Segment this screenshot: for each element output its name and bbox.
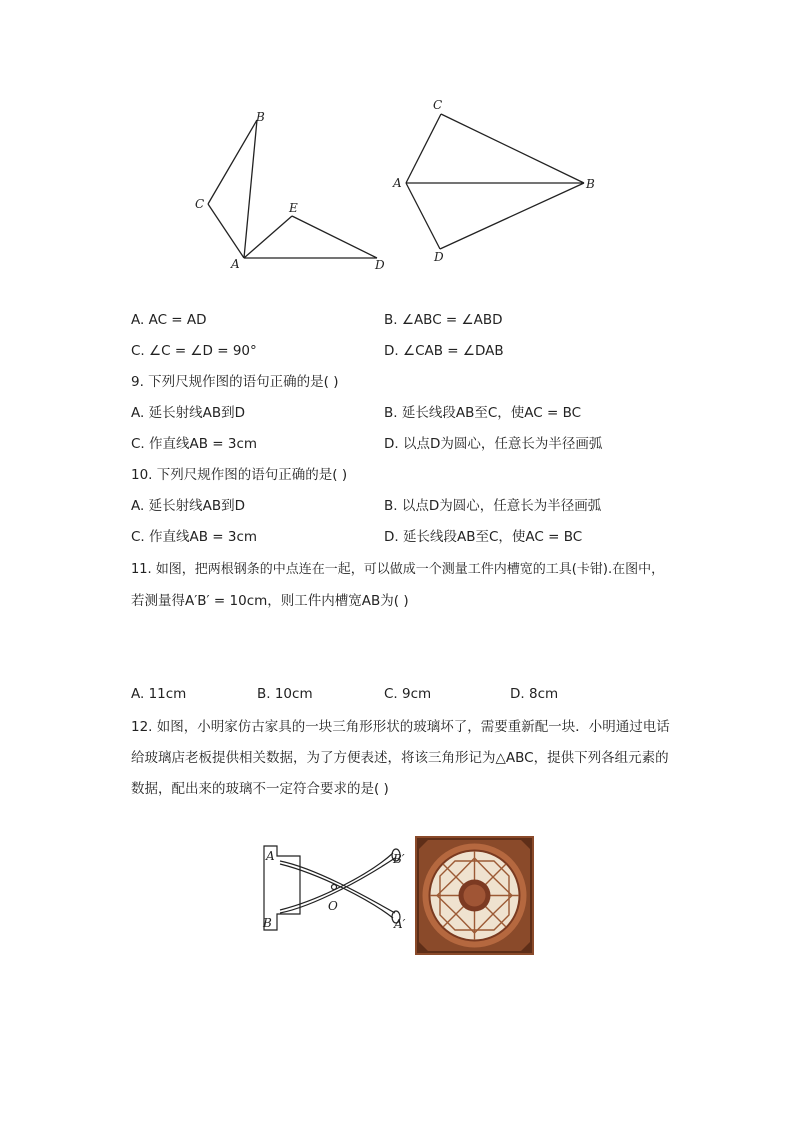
label-b: B bbox=[586, 177, 595, 191]
pivot-o bbox=[332, 885, 337, 890]
q9-option-d: D. 以点D为圆心，任意长为半径画弧 bbox=[384, 436, 603, 452]
q10-option-a: A. 延长射线AB到D bbox=[131, 498, 245, 514]
q9-option-a: A. 延长射线AB到D bbox=[131, 405, 245, 421]
label-b: B bbox=[256, 110, 265, 124]
q12-stem-line3: 数据，配出来的玻璃不一定符合要求的是( ) bbox=[131, 781, 389, 797]
q8-option-d: D. ∠CAB = ∠DAB bbox=[384, 343, 504, 359]
q10-option-c: C. 作直线AB = 3cm bbox=[131, 529, 258, 545]
label-a: A bbox=[231, 257, 240, 271]
segment-ad bbox=[406, 183, 440, 249]
segment-ac bbox=[406, 114, 441, 183]
q11-option-c: C. 9cm bbox=[384, 686, 432, 702]
segment-ac bbox=[208, 204, 244, 258]
figure-triangles-ace-abc bbox=[185, 100, 400, 280]
q11-option-d: D. 8cm bbox=[510, 686, 559, 702]
label-a: A bbox=[266, 849, 275, 863]
segment-ed bbox=[292, 216, 377, 258]
q11-option-b: B. 10cm bbox=[257, 686, 313, 702]
q11-option-a: A. 11cm bbox=[131, 686, 187, 702]
q9-option-b: B. 延长线段AB至C，使AC = BC bbox=[384, 405, 582, 421]
q8-option-c: C. ∠C = ∠D = 90° bbox=[131, 343, 257, 359]
antique-glass-window-image bbox=[415, 836, 534, 955]
q9-stem: 9. 下列尺规作图的语句正确的是( ) bbox=[131, 374, 339, 390]
label-d: D bbox=[434, 250, 444, 264]
q11-stem-line1: 11. 如图，把两根钢条的中点连在一起，可以做成一个测量工件内槽宽的工具(卡钳).在图中， bbox=[131, 562, 665, 577]
label-a-prime: A′ bbox=[394, 917, 406, 931]
figure-kite-acbd bbox=[385, 92, 610, 272]
label-c: C bbox=[433, 98, 443, 112]
q8-option-a: A. AC = AD bbox=[131, 312, 207, 328]
segment-cb bbox=[441, 114, 584, 183]
segment-ae bbox=[244, 216, 292, 258]
label-d: D bbox=[375, 258, 385, 272]
q10-option-d: D. 延长线段AB至C，使AC = BC bbox=[384, 529, 583, 545]
label-e: E bbox=[289, 201, 298, 215]
label-b: B bbox=[263, 916, 272, 930]
q10-stem: 10. 下列尺规作图的语句正确的是( ) bbox=[131, 467, 348, 483]
q12-stem-line1: 12. 如图，小明家仿古家具的一块三角形形状的玻璃坏了，需要重新配一块．小明通过电话 bbox=[131, 719, 670, 735]
label-a: A bbox=[393, 176, 402, 190]
segment-ab bbox=[244, 120, 257, 258]
q9-option-c: C. 作直线AB = 3cm bbox=[131, 436, 258, 452]
q11-stem-line2: 若测量得A′B′ = 10cm，则工件内槽宽AB为( ) bbox=[131, 593, 409, 609]
label-c: C bbox=[195, 197, 205, 211]
label-o: O bbox=[328, 899, 338, 913]
q10-option-b: B. 以点D为圆心，任意长为半径画弧 bbox=[384, 498, 602, 514]
segment-db bbox=[440, 183, 584, 249]
label-b-prime: B′ bbox=[393, 852, 405, 866]
q12-stem-line2: 给玻璃店老板提供相关数据，为了方便表述，将该三角形记为△ABC，提供下列各组元素的 bbox=[131, 750, 669, 766]
q8-option-b: B. ∠ABC = ∠ABD bbox=[384, 312, 503, 328]
figure-caliper bbox=[255, 838, 415, 938]
